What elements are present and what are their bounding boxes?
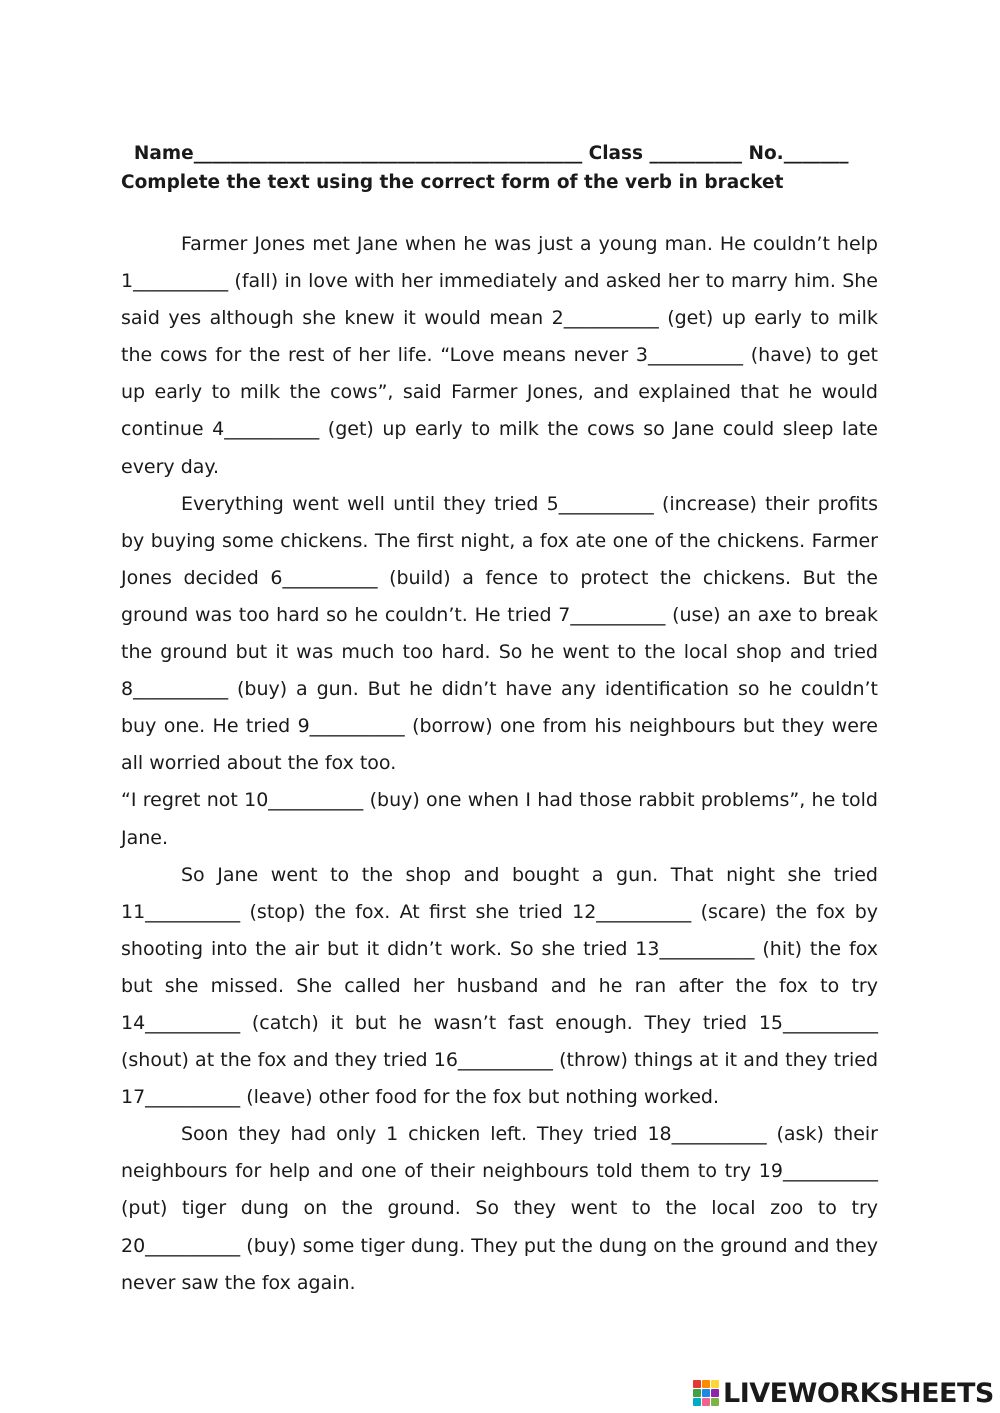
logo-square <box>711 1389 719 1397</box>
name-label: Name <box>133 143 194 164</box>
liveworksheets-logo-text: LIVEWORKSHEETS <box>723 1377 994 1409</box>
liveworksheets-logo <box>693 1376 994 1410</box>
logo-square <box>702 1398 710 1406</box>
paragraph-2: Everything went well until they tried 5__________ (increase) their profits by buying some chickens. The first night, a fox ate one of the chickens. Farmer Jones decided 6__________ (build) a fence to protect the chickens. But the ground was too hard so he couldn’t. He tried 7__________ (use) an axe to break the ground but it was much too hard. So he went to the local shop and tried 8__________ (buy) a gun. But he didn’t have any identification so he couldn’t buy one. He tried 9__________ (borrow) one from his neighbours but they were all worried about the fox too. <box>121 492 878 775</box>
logo-square <box>711 1398 719 1406</box>
logo-square <box>702 1389 710 1397</box>
liveworksheets-logo-icon <box>693 1380 719 1406</box>
student-info-line <box>121 122 878 164</box>
paragraph-3: “I regret not 10__________ (buy) one when I had those rabbit problems”, he told Jane. <box>121 789 878 849</box>
logo-square <box>693 1380 701 1388</box>
number-blank[interactable]: _______ <box>783 143 849 164</box>
logo-square <box>711 1380 719 1388</box>
exercise-text <box>121 226 878 1302</box>
logo-square <box>693 1389 701 1397</box>
class-label: Class <box>588 143 644 164</box>
name-blank[interactable]: __________________________________________ <box>193 143 583 164</box>
exercise-instruction: Complete the text using the correct form of the verb in bracket <box>121 172 784 193</box>
paragraph-1: Farmer Jones met Jane when he was just a young man. He couldn’t help 1__________ (fall) in love with her immediately and asked her to marry him. She said yes although she knew it would mean 2__________ (get) up early to milk the cows for the rest of her life. “Love means never 3__________ (have) to get up early to milk the cows”, said Farmer Jones, and explained that he would continue 4__________ (get) up early to milk the cows so Jane could sleep late every day. <box>121 233 878 478</box>
logo-square <box>693 1398 701 1406</box>
logo-square <box>702 1380 710 1388</box>
class-blank[interactable]: __________ <box>649 143 743 164</box>
paragraph-5: Soon they had only 1 chicken left. They tried 18__________ (ask) their neighbours for help and one of their neighbours told them to try 19__________ (put) tiger dung on the ground. So they went to the local zoo to try 20__________ (buy) some tiger dung. They put the dung on the ground and they never saw the fox again. <box>121 1123 878 1294</box>
number-label: No. <box>748 143 784 164</box>
paragraph-4: So Jane went to the shop and bought a gun. That night she tried 11__________ (stop) the fox. At first she tried 12__________ (scare) the fox by shooting into the air but it didn’t work. So she tried 13__________ (hit) the fox but she missed. She called her husband and he ran after the fox to try 14__________ (catch) it but he wasn’t fast enough. They tried 15__________ (shout) at the fox and they tried 16__________ (throw) things at it and they tried 17__________ (leave) other food for the fox but nothing worked. <box>121 863 878 1109</box>
